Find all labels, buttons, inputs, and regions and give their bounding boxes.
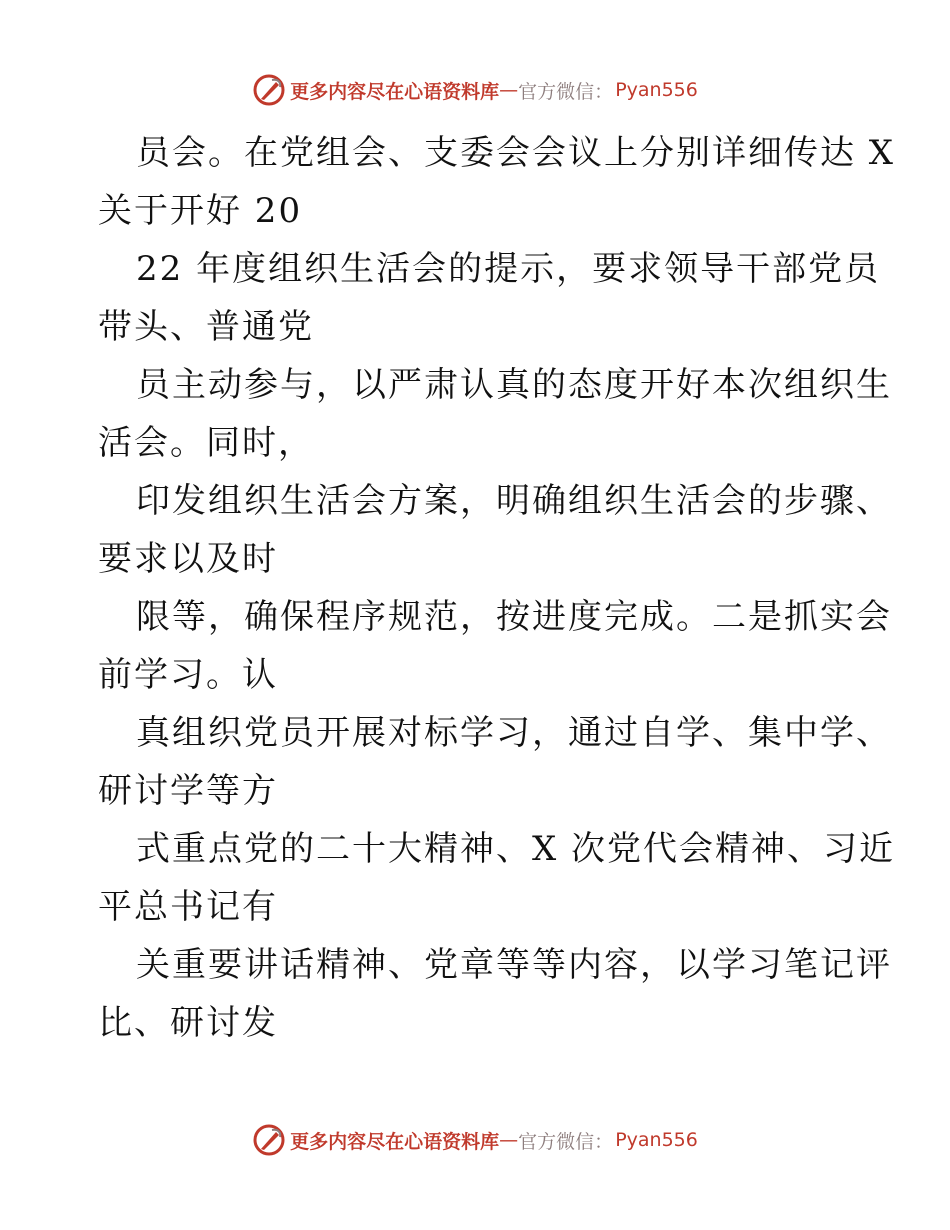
banner-wechat-id: Pyan556	[615, 1129, 698, 1151]
body-line: 印发组织生活会方案，明确组织生活会的步骤、	[136, 481, 892, 521]
body-line: 研讨学等方	[98, 771, 278, 811]
body-line: 要求以及时	[98, 539, 278, 579]
quill-logo-icon	[252, 1123, 286, 1157]
body-line: 限等，确保程序规范，按进度完成。二是抓实会	[136, 597, 892, 637]
body-line: 真组织党员开展对标学习，通过自学、集中学、	[136, 713, 892, 753]
body-line: 式重点党的二十大精神、X 次党代会精神、习近	[136, 829, 896, 869]
body-line: 比、研讨发	[98, 1003, 278, 1043]
body-line: 前学习。认	[98, 655, 278, 695]
body-line: 员会。在党组会、支委会会议上分别详细传达 X	[136, 133, 896, 173]
footer-banner	[0, 1120, 950, 1160]
body-line: 22 年度组织生活会的提示，要求领导干部党员	[136, 249, 881, 289]
body-line: 关于开好 20	[98, 191, 303, 231]
banner-brand-text: 更多内容尽在心语资料库	[290, 80, 500, 103]
body-line: 关重要讲话精神、党章等等内容，以学习笔记评	[136, 945, 892, 985]
document-body	[98, 124, 896, 1052]
banner-official-label: 官方微信：	[518, 1130, 614, 1153]
body-line: 带头、普通党	[98, 307, 314, 347]
banner-wechat-id: Pyan556	[615, 79, 698, 101]
body-line: 平总书记有	[98, 887, 278, 927]
quill-logo-icon	[252, 73, 286, 107]
banner-official-label: 官方微信：	[518, 80, 614, 103]
banner-dash: —	[499, 79, 519, 101]
body-line: 活会。同时，	[98, 423, 314, 463]
banner-brand-text: 更多内容尽在心语资料库	[290, 1130, 500, 1153]
banner-dash: —	[499, 1129, 519, 1151]
header-banner	[0, 70, 950, 110]
body-line: 员主动参与，以严肃认真的态度开好本次组织生	[136, 365, 892, 405]
